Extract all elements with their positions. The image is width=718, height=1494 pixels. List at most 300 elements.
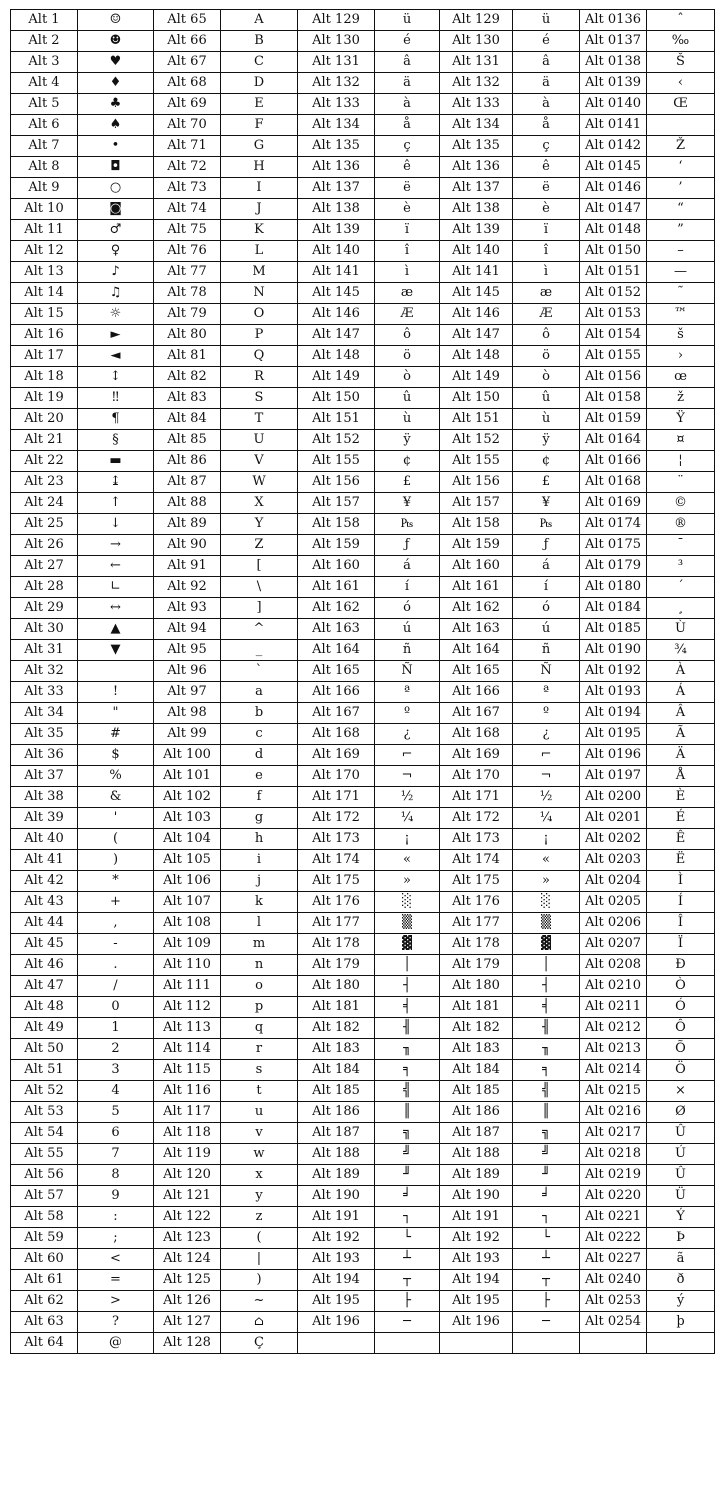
character-cell: à (513, 94, 580, 115)
table-row (11, 640, 715, 661)
alt-code-cell: Alt 40 (11, 829, 78, 850)
alt-code-cell: Alt 187 (440, 1123, 513, 1144)
alt-code-cell: Alt 0227 (580, 1249, 647, 1270)
character-cell: $ (78, 745, 154, 766)
alt-code-cell: Alt 57 (11, 1186, 78, 1207)
character-cell: └ (513, 1228, 580, 1249)
alt-code-cell: Alt 164 (440, 640, 513, 661)
alt-code-cell: Alt 81 (154, 346, 221, 367)
alt-code-cell: Alt 60 (11, 1249, 78, 1270)
character-cell: ↨ (78, 472, 154, 493)
alt-code-cell: Alt 98 (154, 703, 221, 724)
character-cell: ) (78, 850, 154, 871)
alt-code-cell: Alt 15 (11, 304, 78, 325)
character-cell: î (513, 241, 580, 262)
character-cell: : (78, 1207, 154, 1228)
character-cell: H (221, 157, 298, 178)
character-cell: « (513, 850, 580, 871)
alt-code-cell: Alt 162 (440, 598, 513, 619)
alt-code-cell: Alt 92 (154, 577, 221, 598)
alt-code-cell: Alt 0215 (580, 1081, 647, 1102)
character-cell: ä (375, 73, 440, 94)
character-cell: ► (78, 325, 154, 346)
table-row (11, 1165, 715, 1186)
alt-code-cell: Alt 0137 (580, 31, 647, 52)
character-cell: | (221, 1249, 298, 1270)
character-cell (513, 1333, 580, 1354)
character-cell: ♀ (78, 241, 154, 262)
character-cell: ] (221, 598, 298, 619)
character-cell: 7 (78, 1144, 154, 1165)
table-row (11, 724, 715, 745)
alt-code-cell: Alt 179 (440, 955, 513, 976)
alt-code-cell: Alt 164 (298, 640, 375, 661)
character-cell: ║ (513, 1102, 580, 1123)
character-cell: q (221, 1018, 298, 1039)
alt-code-cell: Alt 133 (298, 94, 375, 115)
alt-code-cell: Alt 42 (11, 871, 78, 892)
table-row (11, 430, 715, 451)
character-cell: ╣ (513, 1081, 580, 1102)
character-cell: ♫ (78, 283, 154, 304)
alt-code-cell: Alt 195 (298, 1291, 375, 1312)
alt-code-cell: Alt 146 (440, 304, 513, 325)
alt-code-cell: Alt 167 (440, 703, 513, 724)
alt-code-cell: Alt 24 (11, 493, 78, 514)
character-cell: Ø (647, 1102, 715, 1123)
character-cell: è (513, 199, 580, 220)
character-cell: í (375, 577, 440, 598)
alt-code-cell: Alt 194 (440, 1270, 513, 1291)
alt-code-cell (298, 1333, 375, 1354)
alt-code-cell: Alt 0159 (580, 409, 647, 430)
character-cell: Å (647, 766, 715, 787)
character-cell: ▓ (375, 934, 440, 955)
alt-code-cell: Alt 0152 (580, 283, 647, 304)
character-cell: ü (513, 10, 580, 31)
alt-code-cell: Alt 146 (298, 304, 375, 325)
alt-code-cell: Alt 111 (154, 976, 221, 997)
character-cell: ‘ (647, 157, 715, 178)
character-cell: ú (375, 619, 440, 640)
alt-code-cell: Alt 152 (298, 430, 375, 451)
alt-code-cell: Alt 145 (298, 283, 375, 304)
character-cell: Î (647, 913, 715, 934)
alt-code-cell: Alt 0219 (580, 1165, 647, 1186)
table-row (11, 346, 715, 367)
character-cell: ò (375, 367, 440, 388)
character-cell: ( (78, 829, 154, 850)
alt-code-cell: Alt 166 (440, 682, 513, 703)
character-cell: ë (375, 178, 440, 199)
character-cell: ì (375, 262, 440, 283)
alt-code-cell: Alt 75 (154, 220, 221, 241)
character-cell: Ú (647, 1144, 715, 1165)
character-cell (647, 1333, 715, 1354)
character-cell: ¶ (78, 409, 154, 430)
alt-code-cell: Alt 0197 (580, 766, 647, 787)
character-cell: ╡ (513, 997, 580, 1018)
table-row (11, 1312, 715, 1333)
alt-code-cell: Alt 0151 (580, 262, 647, 283)
alt-code-cell: Alt 115 (154, 1060, 221, 1081)
alt-code-cell: Alt 175 (440, 871, 513, 892)
alt-code-cell: Alt 74 (154, 199, 221, 220)
table-row (11, 1144, 715, 1165)
character-cell: # (78, 724, 154, 745)
character-cell: ô (513, 325, 580, 346)
alt-code-cell: Alt 171 (440, 787, 513, 808)
alt-code-cell: Alt 188 (298, 1144, 375, 1165)
character-cell: à (375, 94, 440, 115)
character-cell: J (221, 199, 298, 220)
alt-code-cell: Alt 126 (154, 1291, 221, 1312)
alt-code-cell: Alt 0204 (580, 871, 647, 892)
table-row (11, 766, 715, 787)
alt-code-cell: Alt 49 (11, 1018, 78, 1039)
character-cell: - (78, 934, 154, 955)
alt-code-cell: Alt 0212 (580, 1018, 647, 1039)
alt-code-cell: Alt 0194 (580, 703, 647, 724)
character-cell: î (375, 241, 440, 262)
alt-code-cell: Alt 65 (154, 10, 221, 31)
character-cell: → (78, 535, 154, 556)
alt-code-cell: Alt 5 (11, 94, 78, 115)
character-cell: y (221, 1186, 298, 1207)
alt-code-table (10, 9, 715, 1354)
alt-code-cell: Alt 169 (298, 745, 375, 766)
alt-code-cell: Alt 165 (298, 661, 375, 682)
character-cell: d (221, 745, 298, 766)
character-cell: þ (647, 1312, 715, 1333)
character-cell: % (78, 766, 154, 787)
alt-code-cell: Alt 51 (11, 1060, 78, 1081)
alt-code-cell: Alt 119 (154, 1144, 221, 1165)
character-cell: ▒ (513, 913, 580, 934)
alt-code-cell: Alt 178 (440, 934, 513, 955)
character-cell: — (647, 262, 715, 283)
character-cell: ♠ (78, 115, 154, 136)
character-cell: ÿ (513, 430, 580, 451)
table-row (11, 808, 715, 829)
character-cell: ♣ (78, 94, 154, 115)
alt-code-cell: Alt 140 (440, 241, 513, 262)
character-cell: Â (647, 703, 715, 724)
alt-code-cell: Alt 138 (440, 199, 513, 220)
character-cell: 4 (78, 1081, 154, 1102)
character-cell: œ (647, 367, 715, 388)
character-cell: ( (221, 1228, 298, 1249)
character-cell: K (221, 220, 298, 241)
alt-code-cell: Alt 152 (440, 430, 513, 451)
character-cell: ─ (375, 1312, 440, 1333)
alt-code-cell: Alt 184 (298, 1060, 375, 1081)
table-row (11, 1249, 715, 1270)
character-cell: æ (513, 283, 580, 304)
alt-code-cell: Alt 125 (154, 1270, 221, 1291)
character-cell: ã (647, 1249, 715, 1270)
table-row (11, 1039, 715, 1060)
alt-code-cell: Alt 87 (154, 472, 221, 493)
alt-code-cell: Alt 26 (11, 535, 78, 556)
alt-code-cell: Alt 39 (11, 808, 78, 829)
character-cell: ┴ (375, 1249, 440, 1270)
table-row (11, 955, 715, 976)
alt-code-cell: Alt 147 (440, 325, 513, 346)
alt-code-cell: Alt 8 (11, 157, 78, 178)
alt-code-cell: Alt 181 (298, 997, 375, 1018)
alt-code-cell: Alt 163 (298, 619, 375, 640)
alt-code-cell: Alt 151 (440, 409, 513, 430)
character-cell: ò (513, 367, 580, 388)
character-cell: ~ (221, 1291, 298, 1312)
character-cell: x (221, 1165, 298, 1186)
character-cell: ┤ (513, 976, 580, 997)
character-cell: ┬ (513, 1270, 580, 1291)
alt-code-cell: Alt 17 (11, 346, 78, 367)
table-row (11, 1270, 715, 1291)
alt-code-cell: Alt 47 (11, 976, 78, 997)
alt-code-cell: Alt 31 (11, 640, 78, 661)
alt-code-cell: Alt 0141 (580, 115, 647, 136)
character-cell: “ (647, 199, 715, 220)
character-cell: Ñ (375, 661, 440, 682)
alt-code-cell: Alt 116 (154, 1081, 221, 1102)
table-row (11, 661, 715, 682)
alt-code-cell: Alt 118 (154, 1123, 221, 1144)
alt-code-cell: Alt 27 (11, 556, 78, 577)
alt-code-cell: Alt 0222 (580, 1228, 647, 1249)
alt-code-cell: Alt 101 (154, 766, 221, 787)
alt-code-cell: Alt 176 (440, 892, 513, 913)
character-cell: Æ (513, 304, 580, 325)
alt-code-cell: Alt 33 (11, 682, 78, 703)
table-row (11, 1228, 715, 1249)
alt-code-cell: Alt 66 (154, 31, 221, 52)
character-cell: ╗ (375, 1123, 440, 1144)
table-row (11, 787, 715, 808)
alt-code-cell: Alt 131 (440, 52, 513, 73)
alt-code-cell: Alt 23 (11, 472, 78, 493)
character-cell: ¢ (375, 451, 440, 472)
alt-code-cell: Alt 114 (154, 1039, 221, 1060)
table-row (11, 871, 715, 892)
table-row (11, 241, 715, 262)
character-cell: û (513, 388, 580, 409)
character-cell: ) (221, 1270, 298, 1291)
character-cell: 5 (78, 1102, 154, 1123)
character-cell: ó (513, 598, 580, 619)
table-row (11, 283, 715, 304)
character-cell: ⌂ (221, 1312, 298, 1333)
character-cell: . (78, 955, 154, 976)
character-cell: j (221, 871, 298, 892)
alt-code-cell: Alt 91 (154, 556, 221, 577)
alt-code-cell: Alt 123 (154, 1228, 221, 1249)
character-cell: f (221, 787, 298, 808)
alt-code-cell: Alt 0213 (580, 1039, 647, 1060)
alt-code-cell: Alt 129 (298, 10, 375, 31)
alt-code-cell: Alt 0201 (580, 808, 647, 829)
alt-code-cell: Alt 67 (154, 52, 221, 73)
alt-code-cell: Alt 16 (11, 325, 78, 346)
character-cell: ñ (375, 640, 440, 661)
alt-code-cell: Alt 0145 (580, 157, 647, 178)
character-cell: é (513, 31, 580, 52)
character-cell: │ (375, 955, 440, 976)
alt-code-cell: Alt 158 (298, 514, 375, 535)
alt-code-cell: Alt 58 (11, 1207, 78, 1228)
alt-code-cell: Alt 160 (298, 556, 375, 577)
character-cell: ⌐ (513, 745, 580, 766)
alt-code-cell: Alt 196 (298, 1312, 375, 1333)
table-row (11, 934, 715, 955)
character-cell: å (513, 115, 580, 136)
character-cell: ╢ (375, 1018, 440, 1039)
alt-code-cell: Alt 132 (298, 73, 375, 94)
alt-code-cell: Alt 177 (298, 913, 375, 934)
alt-code-cell: Alt 80 (154, 325, 221, 346)
alt-code-cell: Alt 36 (11, 745, 78, 766)
character-cell: Ï (647, 934, 715, 955)
character-cell: ₧ (375, 514, 440, 535)
character-cell: ³ (647, 556, 715, 577)
character-cell: O (221, 304, 298, 325)
alt-code-cell: Alt 9 (11, 178, 78, 199)
character-cell: o (221, 976, 298, 997)
alt-code-cell: Alt 110 (154, 955, 221, 976)
alt-code-cell: Alt 0168 (580, 472, 647, 493)
character-cell: Ñ (513, 661, 580, 682)
character-cell: c (221, 724, 298, 745)
character-cell: C (221, 52, 298, 73)
character-cell: ╜ (375, 1165, 440, 1186)
alt-code-cell: Alt 0202 (580, 829, 647, 850)
character-cell: r (221, 1039, 298, 1060)
table-row (11, 367, 715, 388)
alt-code-cell: Alt 149 (440, 367, 513, 388)
alt-code-cell: Alt 150 (440, 388, 513, 409)
character-cell: ╝ (513, 1144, 580, 1165)
character-cell: ┴ (513, 1249, 580, 1270)
character-cell: Ž (647, 136, 715, 157)
alt-code-cell: Alt 93 (154, 598, 221, 619)
character-cell: │ (513, 955, 580, 976)
alt-code-cell: Alt 163 (440, 619, 513, 640)
character-cell: 1 (78, 1018, 154, 1039)
alt-code-cell: Alt 82 (154, 367, 221, 388)
character-cell: ▒ (375, 913, 440, 934)
alt-code-cell: Alt 0211 (580, 997, 647, 1018)
alt-code-cell: Alt 185 (298, 1081, 375, 1102)
alt-code-cell: Alt 117 (154, 1102, 221, 1123)
character-cell: Ä (647, 745, 715, 766)
alt-code-cell: Alt 105 (154, 850, 221, 871)
character-cell: ½ (375, 787, 440, 808)
alt-code-cell: Alt 140 (298, 241, 375, 262)
table-row (11, 850, 715, 871)
alt-code-cell: Alt 0203 (580, 850, 647, 871)
alt-code-cell: Alt 156 (298, 472, 375, 493)
alt-code-cell: Alt 184 (440, 1060, 513, 1081)
alt-code-cell: Alt 0169 (580, 493, 647, 514)
character-cell: ╕ (375, 1060, 440, 1081)
alt-code-cell: Alt 43 (11, 892, 78, 913)
character-cell: É (647, 808, 715, 829)
table-row (11, 262, 715, 283)
character-cell: ║ (375, 1102, 440, 1123)
alt-code-cell: Alt 182 (298, 1018, 375, 1039)
character-cell: ˜ (647, 283, 715, 304)
character-cell: º (513, 703, 580, 724)
alt-code-cell: Alt 63 (11, 1312, 78, 1333)
character-cell: ├ (375, 1291, 440, 1312)
alt-code-cell: Alt 173 (298, 829, 375, 850)
character-cell: ý (647, 1291, 715, 1312)
character-cell: â (513, 52, 580, 73)
alt-code-cell: Alt 183 (440, 1039, 513, 1060)
character-cell: ○ (78, 178, 154, 199)
alt-code-cell: Alt 6 (11, 115, 78, 136)
alt-code-cell: Alt 193 (298, 1249, 375, 1270)
alt-code-cell: Alt 159 (440, 535, 513, 556)
character-cell: 3 (78, 1060, 154, 1081)
character-cell: ╢ (513, 1018, 580, 1039)
character-cell: ´ (647, 577, 715, 598)
alt-code-cell: Alt 99 (154, 724, 221, 745)
character-cell: ← (78, 556, 154, 577)
character-cell: Ë (647, 850, 715, 871)
character-cell: ░ (375, 892, 440, 913)
alt-code-cell: Alt 161 (440, 577, 513, 598)
alt-code-cell: Alt 55 (11, 1144, 78, 1165)
character-cell: l (221, 913, 298, 934)
character-cell: ž (647, 388, 715, 409)
table-row (11, 451, 715, 472)
character-cell: u (221, 1102, 298, 1123)
table-row (11, 136, 715, 157)
character-cell: ^ (221, 619, 298, 640)
alt-code-cell: Alt 54 (11, 1123, 78, 1144)
character-cell: F (221, 115, 298, 136)
character-cell: i (221, 850, 298, 871)
character-cell: X (221, 493, 298, 514)
table-row (11, 199, 715, 220)
alt-code-cell: Alt 86 (154, 451, 221, 472)
alt-code-cell: Alt 0147 (580, 199, 647, 220)
alt-code-cell: Alt 138 (298, 199, 375, 220)
alt-code-cell: Alt 145 (440, 283, 513, 304)
alt-code-cell: Alt 192 (298, 1228, 375, 1249)
character-cell: " (78, 703, 154, 724)
table-row (11, 1123, 715, 1144)
character-cell: Œ (647, 94, 715, 115)
character-cell: « (375, 850, 440, 871)
alt-code-cell: Alt 191 (440, 1207, 513, 1228)
character-cell: º (375, 703, 440, 724)
character-cell: Ö (647, 1060, 715, 1081)
alt-code-cell: Alt 109 (154, 934, 221, 955)
alt-code-cell: Alt 148 (440, 346, 513, 367)
table-row (11, 178, 715, 199)
character-cell: ▼ (78, 640, 154, 661)
alt-code-cell: Alt 165 (440, 661, 513, 682)
character-cell: À (647, 661, 715, 682)
character-cell: ♪ (78, 262, 154, 283)
alt-code-cell: Alt 18 (11, 367, 78, 388)
alt-code-cell: Alt 172 (298, 808, 375, 829)
character-cell: ù (513, 409, 580, 430)
